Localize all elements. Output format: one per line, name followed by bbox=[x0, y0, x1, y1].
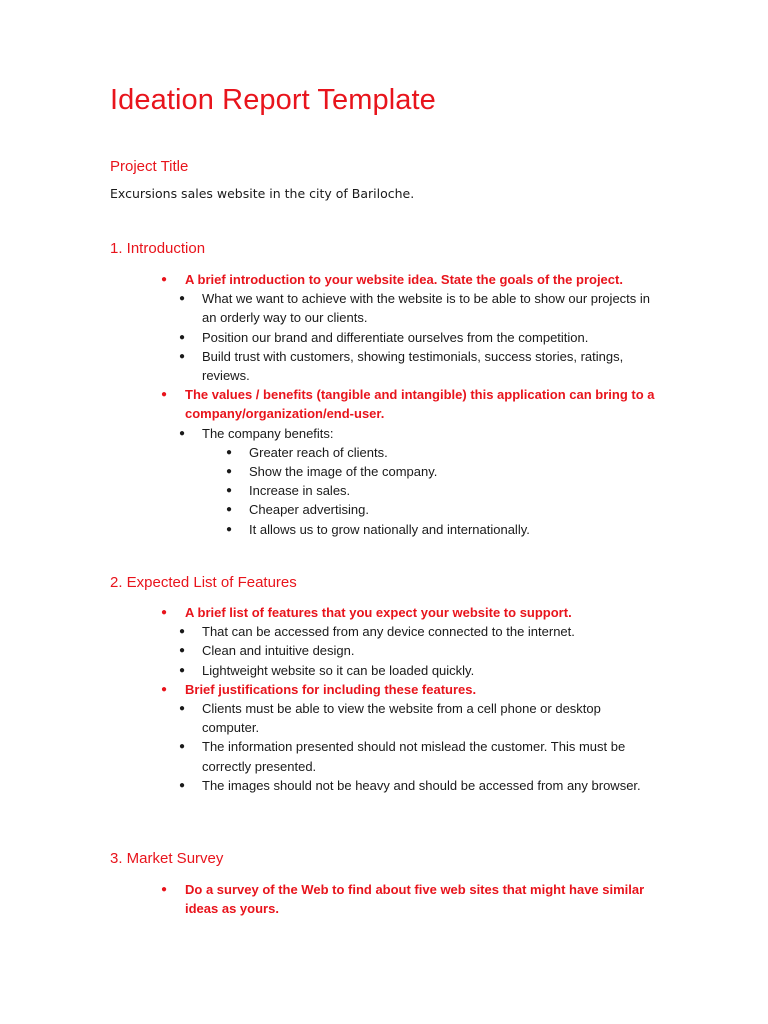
bullet-icon: ● bbox=[179, 293, 186, 305]
list-item: ● A brief list of features that you expect your website to support. bbox=[0, 603, 655, 622]
list-item: ● The values / benefits (tangible and intangible) this application can bring to a company/organization/end-user. bbox=[161, 387, 655, 422]
bullet-icon: ● bbox=[179, 645, 186, 657]
document-title: Ideation Report Template bbox=[110, 84, 436, 116]
bullet-icon: ● bbox=[226, 466, 233, 478]
section-heading-features: 2. Expected List of Features bbox=[110, 574, 297, 591]
list-item: ● Clean and intuitive design. bbox=[0, 641, 657, 660]
bullet-icon: ● bbox=[179, 779, 186, 791]
list-item: ● The information presented should not mislead the customer. This must be correctly presented. bbox=[179, 739, 626, 774]
bullet-icon: ● bbox=[161, 607, 168, 618]
list-item: ● Clients must be able to view the website from a cell phone or desktop computer. bbox=[179, 701, 601, 736]
project-title-heading: Project Title bbox=[110, 158, 189, 175]
list-item: ● Build trust with customers, showing testimonials, success stories, ratings, reviews. bbox=[179, 348, 624, 384]
list-item: ● A brief introduction to your website idea. State the goals of the project. bbox=[0, 270, 655, 289]
list-item: ● What we want to achieve with the website is to be able to show our projects in an orderly way to our clients. bbox=[179, 291, 651, 326]
bullet-icon: ● bbox=[179, 741, 186, 753]
list-item: ● Cheaper advertising. bbox=[0, 500, 669, 519]
market-survey-list bbox=[0, 880, 768, 918]
bullet-icon: ● bbox=[161, 274, 168, 285]
list-item: ● Show the image of the company. bbox=[0, 462, 669, 481]
bullet-icon: ● bbox=[161, 389, 168, 401]
list-item: ● It allows us to grow nationally and internationally. bbox=[0, 520, 669, 539]
list-item: ● Lightweight website so it can be loaded quickly. bbox=[0, 661, 657, 680]
introduction-list bbox=[0, 270, 768, 539]
bullet-icon: ● bbox=[226, 485, 233, 497]
list-item: ● Greater reach of clients. bbox=[0, 443, 669, 462]
list-item: ● Position our brand and differentiate ourselves from the competition. bbox=[0, 328, 657, 347]
project-title-text: Excursions sales website in the city of Bariloche. bbox=[110, 186, 415, 201]
section-heading-introduction: 1. Introduction bbox=[110, 240, 206, 257]
section-heading-market-survey: 3. Market Survey bbox=[110, 850, 224, 867]
bullet-icon: ● bbox=[179, 626, 186, 638]
bullet-icon: ● bbox=[226, 504, 233, 516]
list-item: ● Increase in sales. bbox=[0, 481, 669, 500]
list-item: ● Brief justifications for including these features. bbox=[0, 680, 655, 699]
list-item: ● Do a survey of the Web to find about five web sites that might have similar ideas as yours. bbox=[161, 882, 645, 917]
bullet-icon: ● bbox=[226, 446, 233, 458]
bullet-icon: ● bbox=[179, 703, 186, 715]
bullet-icon: ● bbox=[179, 427, 186, 439]
features-list bbox=[0, 603, 768, 795]
list-item: ● The images should not be heavy and should be accessed from any browser. bbox=[0, 776, 657, 795]
list-item: ● The company benefits: bbox=[0, 424, 657, 443]
bullet-icon: ● bbox=[161, 683, 168, 695]
bullet-icon: ● bbox=[179, 664, 186, 676]
bullet-icon: ● bbox=[179, 331, 186, 343]
bullet-icon: ● bbox=[226, 523, 233, 535]
bullet-icon: ● bbox=[179, 350, 186, 362]
bullet-icon: ● bbox=[161, 884, 168, 895]
list-item: ● That can be accessed from any device connected to the internet. bbox=[0, 622, 657, 641]
